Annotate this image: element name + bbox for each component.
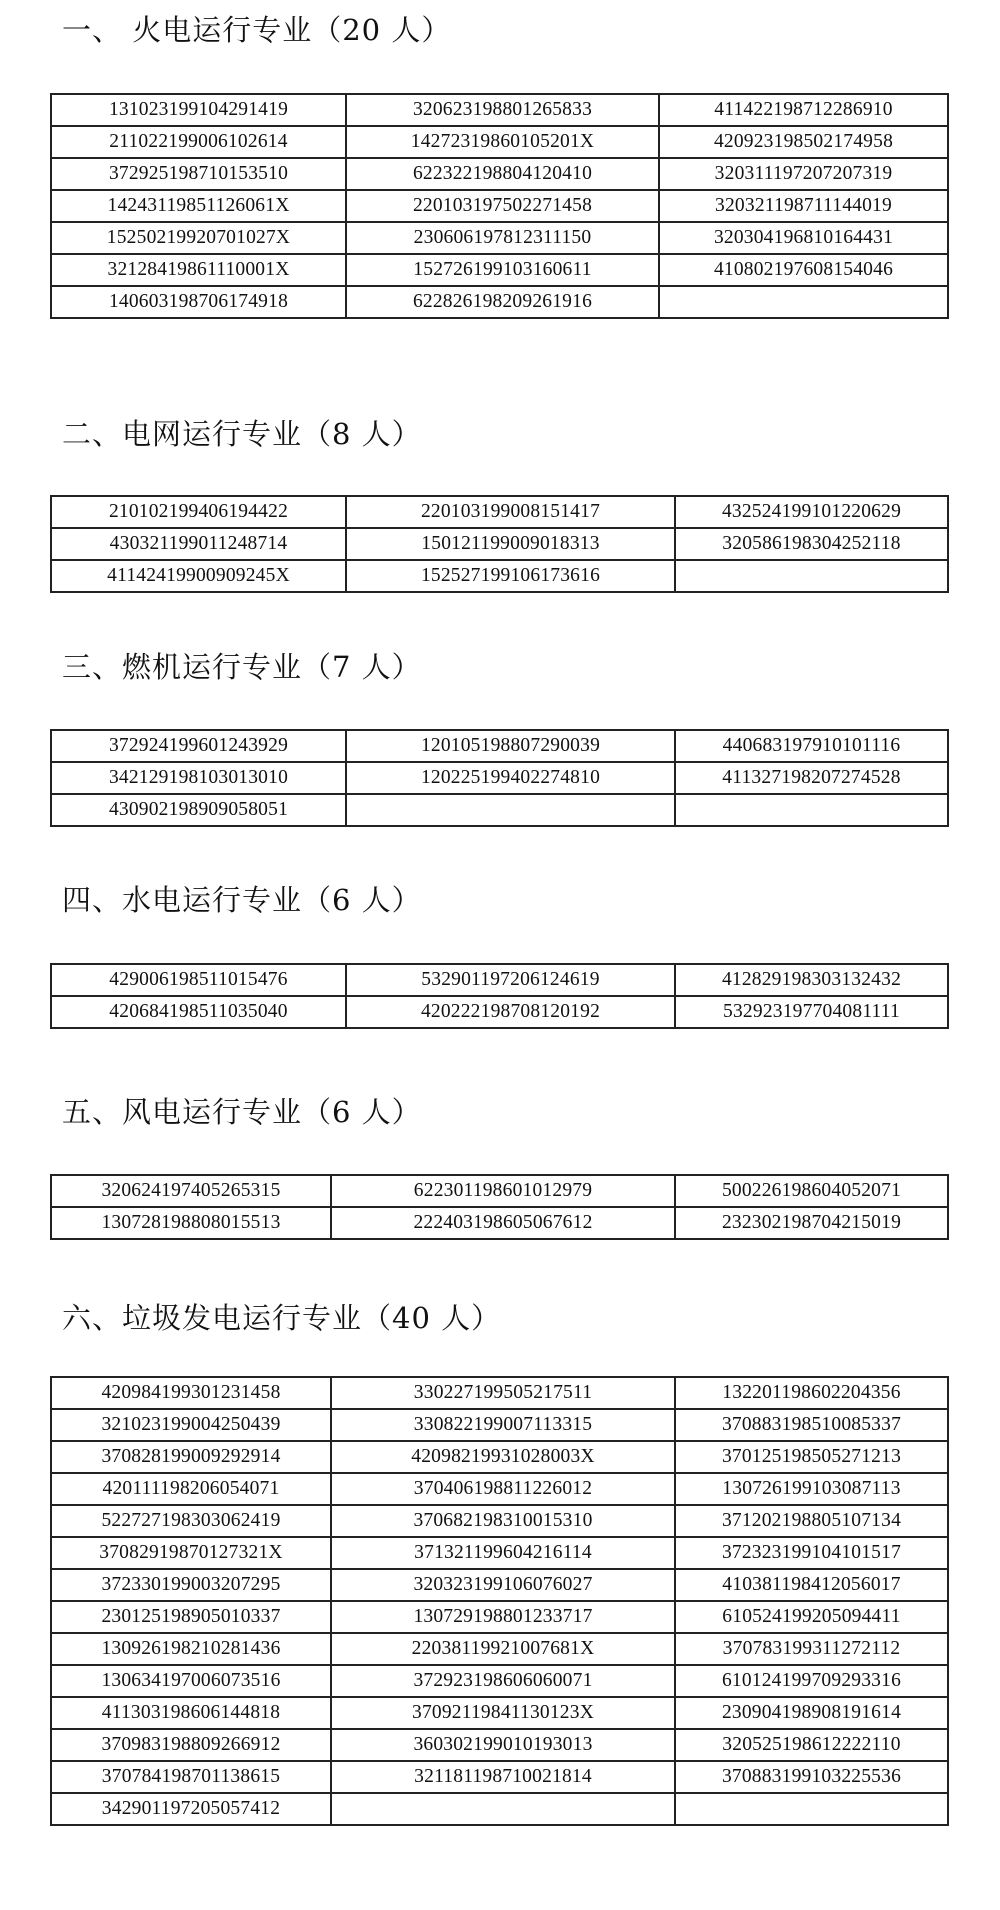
table-row: [51, 1697, 948, 1729]
id-number-cell: 370784198701138615: [51, 1761, 331, 1793]
table-row: [51, 1537, 948, 1569]
id-number-cell: 320624197405265315: [51, 1175, 331, 1207]
id-number-cell: 622826198209261916: [346, 286, 659, 318]
id-number-cell: 360302199010193013: [331, 1729, 675, 1761]
table-row: [51, 222, 948, 254]
table-row: [51, 190, 948, 222]
section-title-gas-turbine: 三、燃机运行专业（7 人）: [62, 650, 422, 684]
id-number-cell: 320586198304252118: [675, 528, 948, 560]
table-row: [51, 1175, 948, 1207]
id-number-cell: 131023199104291419: [51, 94, 346, 126]
id-number-cell: 430902198909058051: [51, 794, 346, 826]
id-table-power-grid: [50, 495, 949, 593]
id-number-cell: 210102199406194422: [51, 496, 346, 528]
table-row: [51, 94, 948, 126]
id-number-cell: 130726199103087113: [675, 1473, 948, 1505]
id-table-thermal-power: [50, 93, 949, 319]
id-number-cell: 411422198712286910: [659, 94, 948, 126]
table-row: [51, 496, 948, 528]
table-row: [51, 730, 948, 762]
id-number-cell: [675, 794, 948, 826]
table-row: [51, 1409, 948, 1441]
id-number-cell: 15250219920701027X: [51, 222, 346, 254]
id-number-cell: 342129198103013010: [51, 762, 346, 794]
id-number-cell: [331, 1793, 675, 1825]
id-number-cell: 610124199709293316: [675, 1665, 948, 1697]
id-number-cell: 140603198706174918: [51, 286, 346, 318]
id-number-cell: 222403198605067612: [331, 1207, 675, 1239]
id-number-cell: 372323199104101517: [675, 1537, 948, 1569]
table-row: [51, 528, 948, 560]
id-number-cell: [346, 794, 675, 826]
id-number-cell: 321181198710021814: [331, 1761, 675, 1793]
id-number-cell: 410381198412056017: [675, 1569, 948, 1601]
id-number-cell: 372923198606060071: [331, 1665, 675, 1697]
id-number-cell: 132201198602204356: [675, 1377, 948, 1409]
id-number-cell: 522727198303062419: [51, 1505, 331, 1537]
id-number-cell: 622322198804120410: [346, 158, 659, 190]
id-number-cell: 610524199205094411: [675, 1601, 948, 1633]
id-number-cell: 232302198704215019: [675, 1207, 948, 1239]
id-number-cell: 432524199101220629: [675, 496, 948, 528]
id-number-cell: 429006198511015476: [51, 964, 346, 996]
id-number-cell: 370883199103225536: [675, 1761, 948, 1793]
id-number-cell: 41142419900909245X: [51, 560, 346, 592]
section-title-hydropower: 四、水电运行专业（6 人）: [62, 883, 422, 917]
id-number-cell: 22038119921007681X: [331, 1633, 675, 1665]
id-number-cell: 37082919870127321X: [51, 1537, 331, 1569]
id-number-cell: 320323199106076027: [331, 1569, 675, 1601]
table-row: [51, 1473, 948, 1505]
id-number-cell: 320525198612222110: [675, 1729, 948, 1761]
id-number-cell: 420923198502174958: [659, 126, 948, 158]
id-number-cell: 370783199311272112: [675, 1633, 948, 1665]
id-number-cell: 440683197910101116: [675, 730, 948, 762]
table-row: [51, 1601, 948, 1633]
table-row: [51, 1793, 948, 1825]
id-number-cell: 372330199003207295: [51, 1569, 331, 1601]
id-number-cell: 130729198801233717: [331, 1601, 675, 1633]
id-number-cell: 42098219931028003X: [331, 1441, 675, 1473]
id-number-cell: 230606197812311150: [346, 222, 659, 254]
id-number-cell: 152726199103160611: [346, 254, 659, 286]
id-number-cell: 32128419861110001X: [51, 254, 346, 286]
table-row: [51, 1207, 948, 1239]
id-number-cell: 321023199004250439: [51, 1409, 331, 1441]
id-number-cell: 370983198809266912: [51, 1729, 331, 1761]
id-number-cell: 411303198606144818: [51, 1697, 331, 1729]
section-title-power-grid: 二、电网运行专业（8 人）: [62, 417, 422, 451]
table-row: [51, 1761, 948, 1793]
id-number-cell: 230125198905010337: [51, 1601, 331, 1633]
id-number-cell: 532901197206124619: [346, 964, 675, 996]
id-number-cell: 532923197704081111: [675, 996, 948, 1028]
id-number-cell: 370828199009292914: [51, 1441, 331, 1473]
id-number-cell: 420222198708120192: [346, 996, 675, 1028]
id-number-cell: 330227199505217511: [331, 1377, 675, 1409]
id-number-cell: 370883198510085337: [675, 1409, 948, 1441]
id-number-cell: 120225199402274810: [346, 762, 675, 794]
id-number-cell: 370682198310015310: [331, 1505, 675, 1537]
id-number-cell: [675, 560, 948, 592]
id-number-cell: 370125198505271213: [675, 1441, 948, 1473]
id-number-cell: 14243119851126061X: [51, 190, 346, 222]
id-number-cell: 320311197207207319: [659, 158, 948, 190]
id-number-cell: [659, 286, 948, 318]
table-row: [51, 1665, 948, 1697]
id-number-cell: 420984199301231458: [51, 1377, 331, 1409]
id-number-cell: 342901197205057412: [51, 1793, 331, 1825]
id-number-cell: 412829198303132432: [675, 964, 948, 996]
section-title-wind-power: 五、风电运行专业（6 人）: [62, 1095, 422, 1129]
section-title-thermal-power: 一、 火电运行专业（20 人）: [62, 13, 452, 47]
table-row: [51, 1377, 948, 1409]
id-number-cell: 500226198604052071: [675, 1175, 948, 1207]
table-row: [51, 794, 948, 826]
id-table-waste-to-energy: [50, 1376, 949, 1826]
id-number-cell: 220103199008151417: [346, 496, 675, 528]
table-row: [51, 560, 948, 592]
table-row: [51, 1441, 948, 1473]
id-number-cell: 152527199106173616: [346, 560, 675, 592]
id-number-cell: 14272319860105201X: [346, 126, 659, 158]
id-number-cell: 420684198511035040: [51, 996, 346, 1028]
id-number-cell: 120105198807290039: [346, 730, 675, 762]
table-row: [51, 254, 948, 286]
id-number-cell: 622301198601012979: [331, 1175, 675, 1207]
id-number-cell: 330822199007113315: [331, 1409, 675, 1441]
id-number-cell: 37092119841130123X: [331, 1697, 675, 1729]
table-row: [51, 964, 948, 996]
id-number-cell: 130926198210281436: [51, 1633, 331, 1665]
id-number-cell: 372924199601243929: [51, 730, 346, 762]
table-row: [51, 1569, 948, 1601]
table-row: [51, 286, 948, 318]
table-row: [51, 126, 948, 158]
table-row: [51, 762, 948, 794]
id-number-cell: 420111198206054071: [51, 1473, 331, 1505]
id-number-cell: 130728198808015513: [51, 1207, 331, 1239]
id-number-cell: 150121199009018313: [346, 528, 675, 560]
table-row: [51, 996, 948, 1028]
table-row: [51, 1729, 948, 1761]
id-number-cell: 370406198811226012: [331, 1473, 675, 1505]
table-row: [51, 1505, 948, 1537]
id-number-cell: 211022199006102614: [51, 126, 346, 158]
id-number-cell: 220103197502271458: [346, 190, 659, 222]
id-table-wind-power: [50, 1174, 949, 1240]
id-number-cell: 230904198908191614: [675, 1697, 948, 1729]
section-title-waste-to-energy: 六、垃圾发电运行专业（40 人）: [62, 1301, 502, 1335]
table-row: [51, 1633, 948, 1665]
id-number-cell: 430321199011248714: [51, 528, 346, 560]
id-number-cell: 320321198711144019: [659, 190, 948, 222]
id-number-cell: 320304196810164431: [659, 222, 948, 254]
id-table-gas-turbine: [50, 729, 949, 827]
id-number-cell: 320623198801265833: [346, 94, 659, 126]
id-number-cell: 372925198710153510: [51, 158, 346, 190]
id-table-hydropower: [50, 963, 949, 1029]
id-number-cell: 130634197006073516: [51, 1665, 331, 1697]
id-number-cell: 411327198207274528: [675, 762, 948, 794]
table-row: [51, 158, 948, 190]
id-number-cell: 371202198805107134: [675, 1505, 948, 1537]
id-number-cell: [675, 1793, 948, 1825]
id-number-cell: 410802197608154046: [659, 254, 948, 286]
id-number-cell: 371321199604216114: [331, 1537, 675, 1569]
